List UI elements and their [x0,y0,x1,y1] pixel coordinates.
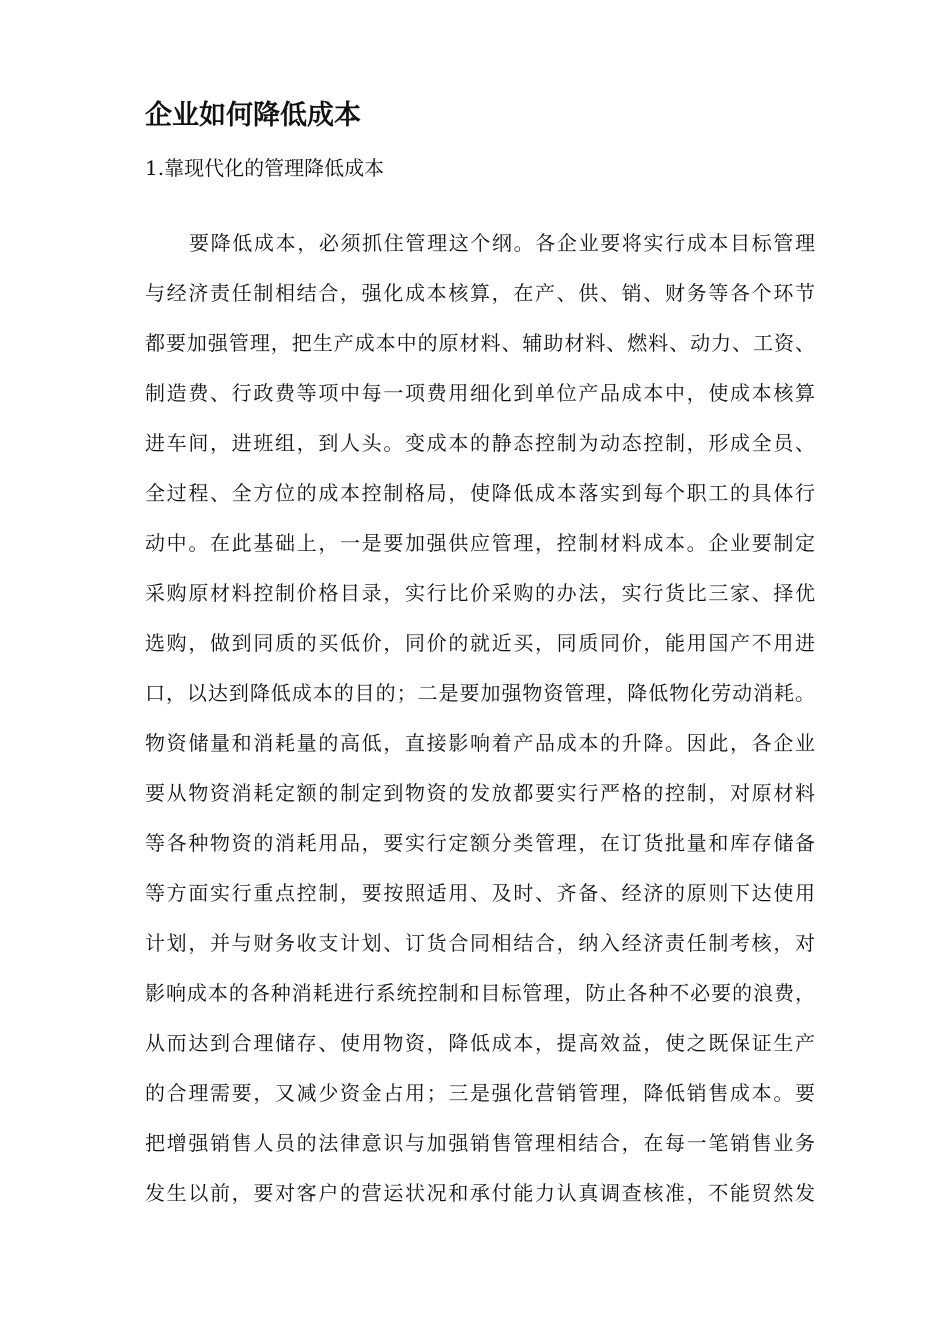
paragraph-line: 等各种物资的消耗用品，要实行定额分类管理，在订货批量和库存储备 [145,831,815,855]
paragraph-line: 从而达到合理储存、使用物资，降低成本，提高效益，使之既保证生产 [145,1031,815,1055]
paragraph-line: 等方面实行重点控制，要按照适用、及时、齐备、经济的原则下达使用 [145,881,815,905]
paragraph-line: 都要加强管理，把生产成本中的原材料、辅助材料、燃料、动力、工资、 [145,331,815,355]
paragraph-line: 把增强销售人员的法律意识与加强销售管理相结合，在每一笔销售业务 [145,1131,815,1155]
paragraph-line: 计划，并与财务收支计划、订货合同相结合，纳入经济责任制考核，对 [145,931,815,955]
paragraph-line: 制造费、行政费等项中每一项费用细化到单位产品成本中，使成本核算 [145,381,815,405]
paragraph-line: 口，以达到降低成本的目的；二是要加强物资管理，降低物化劳动消耗。 [145,681,815,705]
paragraph-line: 要从物资消耗定额的制定到物资的发放都要实行严格的控制，对原材料 [145,781,815,805]
paragraph-line: 与经济责任制相结合，强化成本核算，在产、供、销、财务等各个环节 [145,281,815,305]
paragraph-line: 发生以前，要对客户的营运状况和承付能力认真调查核准，不能贸然发 [145,1181,815,1205]
paragraph-line: 要降低成本，必须抓住管理这个纲。各企业要将实行成本目标管理 [189,231,815,255]
paragraph-line: 影响成本的各种消耗进行系统控制和目标管理，防止各种不必要的浪费， [145,981,815,1005]
paragraph-line: 进车间，进班组，到人头。变成本的静态控制为动态控制，形成全员、 [145,431,815,455]
paragraph-line: 物资储量和消耗量的高低，直接影响着产品成本的升降。因此，各企业 [145,731,815,755]
paragraph-line: 选购，做到同质的买低价，同价的就近买，同质同价，能用国产不用进 [145,631,815,655]
paragraph-line: 全过程、全方位的成本控制格局，使降低成本落实到每个职工的具体行 [145,481,815,505]
body-paragraph [145,225,815,1225]
paragraph-line: 的合理需要，又减少资金占用；三是强化营销管理，降低销售成本。要 [145,1081,815,1105]
paragraph-line: 动中。在此基础上，一是要加强供应管理，控制材料成本。企业要制定 [145,531,815,555]
paragraph-line: 采购原材料控制价格目录，实行比价采购的办法，实行货比三家、择优 [145,581,815,605]
section-heading: 1.靠现代化的管理降低成本 [145,156,385,180]
document-title: 企业如何降低成本 [145,100,361,131]
